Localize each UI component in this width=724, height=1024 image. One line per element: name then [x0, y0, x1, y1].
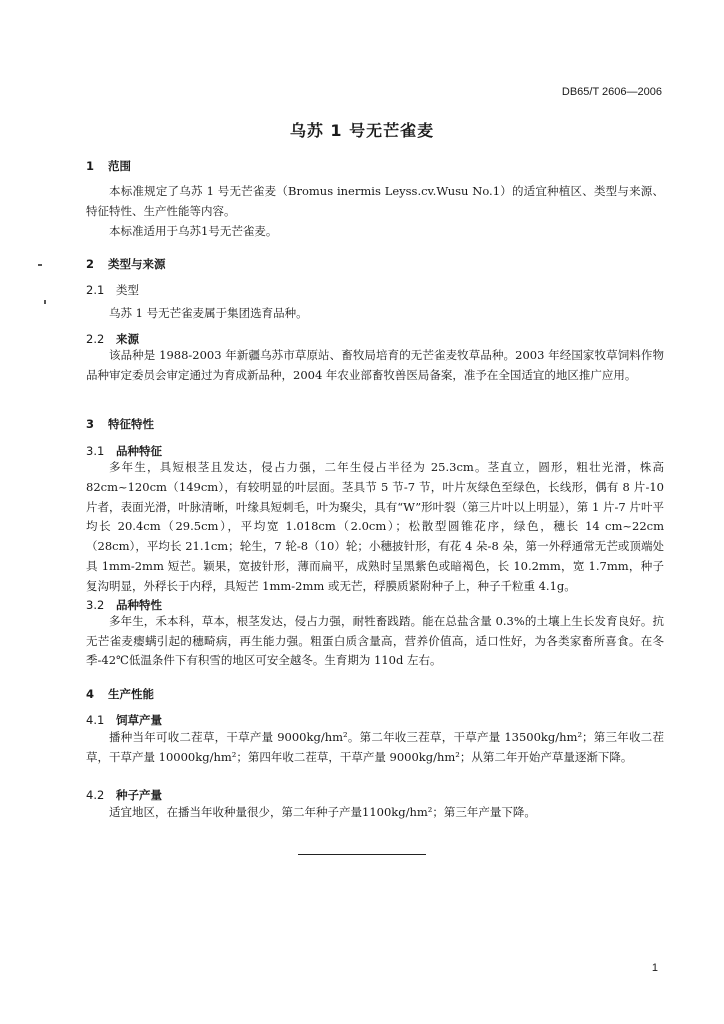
subsection-2-1-paragraph: 乌苏 1 号无芒雀麦属于集团选育品种。	[109, 306, 308, 320]
section-title: 生产性能	[108, 687, 154, 701]
subsection-title: 品种特征	[116, 444, 162, 458]
subsection-number: 3.1	[86, 444, 105, 458]
subsection-title: 种子产量	[116, 788, 162, 802]
section-number: 3	[86, 417, 95, 431]
subsection-number: 2.2	[86, 332, 105, 346]
subsection-4-2-heading	[86, 787, 664, 803]
section-4-heading	[86, 686, 664, 702]
subsection-2-2-heading	[86, 331, 664, 347]
subsection-3-1-paragraph: 多年生，具短根茎且发达，侵占力强，二年生侵占半径为 25.3cm。茎直立，圆形，粗壮光滑，株高 82cm~120cm（149cm），有较明显的叶层面。茎具节 5 节-7 节，叶片灰绿色至绿色，长线形，偶有 8 片-10 片者，表面光滑，叶脉清晰，叶缘具短刺毛，叶为聚尖，具有“W”形叶裂（第三片叶以上明显），第 1 片-7 片叶平均长 20.4cm（29.5cm），平均宽 1.018cm（2.0cm）；松散型圆锥花序，绿色，穗长 14 cm~22cm（28cm），平均长 21.1cm；轮生，7 轮-8（10）轮；小穗披针形，有花 4 朵-8 朵，第一外稃通常无芒或顶端处具 1mm-2mm 短芒。颖果，宽披针形，薄而扁平，成熟时呈黑紫色或暗褐色，长 10.2mm，宽 1.7mm，种子复沟明显，外稃长于内稃，具短芒 1mm-2mm 或无芒，稃膜质紧附种子上，种子千粒重 4.1g。	[86, 460, 664, 593]
subsection-4-1-heading	[86, 712, 664, 728]
page-number: 1	[651, 962, 658, 974]
subsection-3-2-heading	[86, 597, 664, 613]
section-1-paragraph-1: 本标准规定了乌苏 1 号无芒雀麦（Bromus inermis Leyss.cv.Wusu No.1）的适宜种植区、类型与来源、特征特性、生产性能等内容。	[86, 184, 664, 218]
subsection-3-1-heading	[86, 443, 664, 459]
scan-mark	[44, 300, 46, 304]
subsection-3-2-paragraph: 多年生，禾本科，草本，根茎发达，侵占力强，耐牲畜践踏。能在总盐含量 0.3%的土壤上生长发育良好。抗无芒雀麦瘿螨引起的穗畸病，再生能力强。粗蛋白质含量高，营养价值高，适口性好，为各类家畜所喜食。在冬季-42℃低温条件下有积雪的地区可安全越冬。生育期为 110d 左右。	[86, 614, 664, 667]
scan-mark	[38, 264, 42, 266]
section-number: 2	[86, 257, 95, 271]
subsection-title: 类型	[116, 283, 139, 297]
subsection-number: 3.2	[86, 598, 105, 612]
section-title: 类型与来源	[108, 257, 166, 271]
subsection-4-2-paragraph: 适宜地区，在播当年收种量很少，第二年种子产量1100kg/hm²；第三年产量下降。	[109, 805, 536, 819]
subsection-number: 4.1	[86, 713, 105, 727]
document-title: 乌苏 1 号无芒雀麦	[289, 121, 435, 140]
section-title: 范围	[108, 159, 131, 173]
standard-code: DB65/T 2606—2006	[561, 86, 662, 98]
section-3-heading	[86, 416, 664, 432]
section-2-heading	[86, 256, 664, 272]
section-title: 特征特性	[108, 417, 154, 431]
subsection-2-1-heading	[86, 282, 664, 298]
subsection-title: 饲草产量	[116, 713, 162, 727]
subsection-title: 品种特性	[116, 598, 162, 612]
section-1-paragraph-2: 本标准适用于乌苏1号无芒雀麦。	[109, 224, 278, 238]
subsection-4-1-paragraph: 播种当年可收二茬草，干草产量 9000kg/hm²。第二年收三茬草，干草产量 13500kg/hm²；第三年收二茬草，干草产量 10000kg/hm²；第四年收二茬草，干草产量 9000kg/hm²；从第二年开始产草量逐渐下降。	[86, 730, 664, 764]
subsection-number: 2.1	[86, 283, 105, 297]
subsection-title: 来源	[116, 332, 139, 346]
subsection-2-2-paragraph: 该品种是 1988-2003 年新疆乌苏市草原站、畜牧局培育的无芒雀麦牧草品种。2003 年经国家牧草饲料作物品种审定委员会审定通过为育成新品种，2004 年农业部畜牧兽医局备案，准予在全国适宜的地区推广应用。	[86, 348, 664, 382]
end-rule	[298, 854, 426, 855]
section-number: 1	[86, 159, 95, 173]
section-1-heading	[86, 158, 664, 174]
section-number: 4	[86, 687, 95, 701]
subsection-number: 4.2	[86, 788, 105, 802]
